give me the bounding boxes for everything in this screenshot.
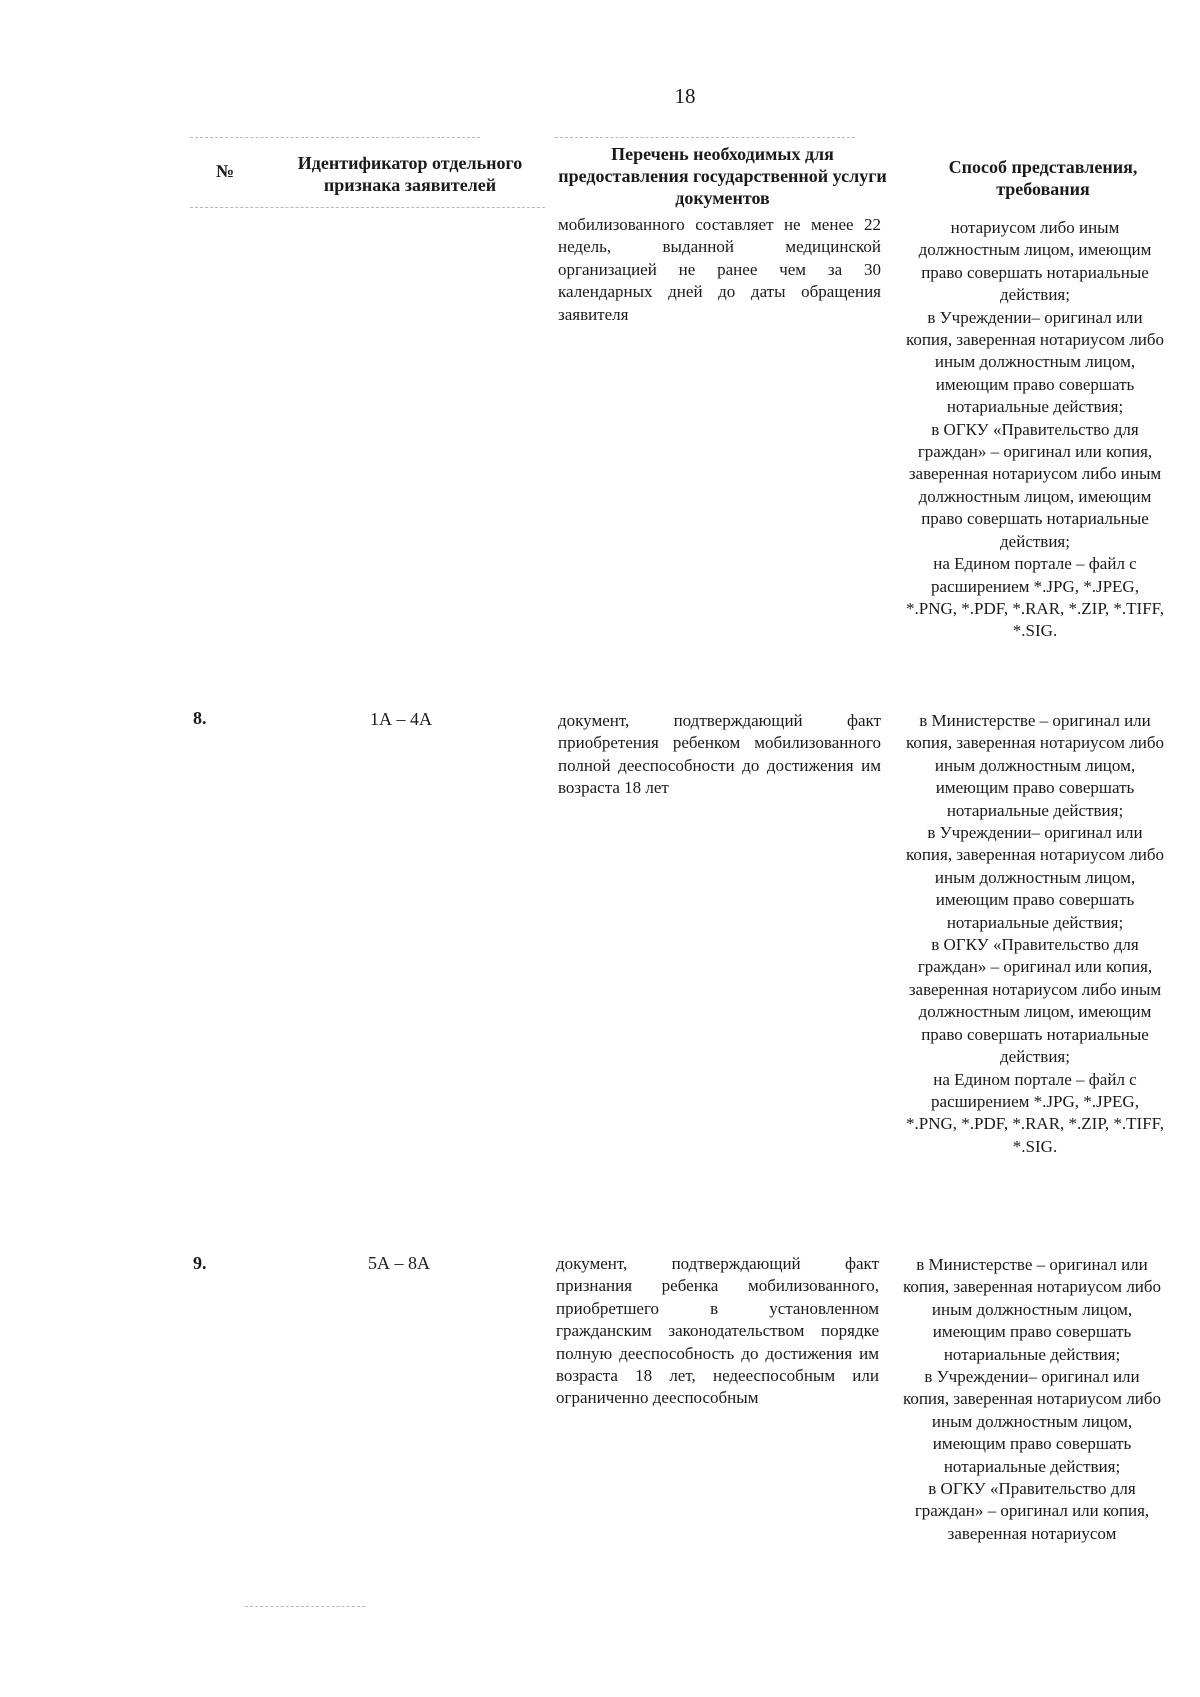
method-item: на Едином портале – файл с расширением *.JPG, *.JPEG, *.PNG, *.PDF, *.RAR, *.ZIP, *.TIFF, *.SIG. — [906, 1069, 1164, 1156]
method-item: в ОГКУ «Правительство для граждан» – оригинал или копия, заверенная нотариусом либо иным должностным лицом, имеющим право совершать нотариальные действия; — [908, 419, 1162, 551]
header-top-line-right — [555, 137, 855, 138]
method-item: на Едином портале – файл с расширением *.JPG, *.JPEG, *.PNG, *.PDF, *.RAR, *.ZIP, *.TIFF, *.SIG. — [906, 554, 1164, 641]
header-bottom-line — [190, 207, 545, 208]
method-item: в Министерстве – оригинал или копия, заверенная нотариусом либо иным должностным лицом, имеющим право совершать нотариальные действия; — [902, 1255, 1162, 1364]
header-identifier: Идентификатор отдельного признака заявителей — [297, 153, 523, 195]
method-item: в Министерстве – оригинал или копия, заверенная нотариусом либо иным должностным лицом, имеющим право совершать нотариальные действия; — [905, 711, 1165, 820]
row-documents: документ, подтверждающий факт приобретения ребенком мобилизованного полной дееспособности до достижения им возраста 18 лет — [558, 711, 881, 798]
header-number: № — [215, 161, 235, 181]
method-item: в ОГКУ «Правительство для граждан» – оригинал или копия, заверенная нотариусом — [914, 1479, 1150, 1543]
method-item: в Учреждении– оригинал или копия, заверенная нотариусом либо иным должностным лицом, имеющим право совершать нотариальные действия; — [905, 307, 1165, 417]
footer-artifact-line — [245, 1606, 365, 1607]
method-item: в Учреждении– оригинал или копия, заверенная нотариусом либо иным должностным лицом, имеющим право совершать нотариальные действия; — [902, 1367, 1162, 1476]
row-method — [902, 1254, 1162, 1545]
row-identifier: 1А – 4А — [370, 709, 432, 729]
method-item: в Учреждении– оригинал или копия, заверенная нотариусом либо иным должностным лицом, имеющим право совершать нотариальные действия; — [905, 823, 1165, 932]
method-item: в ОГКУ «Правительство для граждан» – оригинал или копия, заверенная нотариусом либо иным должностным лицом, имеющим право совершать нотариальные действия; — [908, 935, 1162, 1067]
method-item: нотариусом либо иным должностным лицом, имеющим право совершать нотариальные действия; — [918, 218, 1152, 305]
header-top-line — [190, 137, 480, 138]
row-number: 8. — [193, 708, 207, 728]
continuation-documents: мобилизованного составляет не менее 22 недель, выданной медицинской организацией не ранее чем за 30 календарных дней до даты обращения заявителя — [558, 215, 881, 324]
row-identifier: 5А – 8А — [368, 1253, 430, 1273]
continuation-method — [905, 217, 1165, 643]
page-number: 18 — [674, 84, 696, 108]
row-number: 9. — [193, 1253, 207, 1273]
header-documents: Перечень необходимых для предоставления государственной услуги документов — [558, 144, 887, 208]
header-method: Способ представления, требования — [948, 157, 1138, 199]
row-method — [905, 710, 1165, 1158]
row-documents: документ, подтверждающий факт признания ребенка мобилизованного, приобретшего в установленном гражданским законодательством порядке полную дееспособность до достижения им возраста 18 лет, недееспособным или ограниченно дееспособным — [556, 1254, 879, 1408]
